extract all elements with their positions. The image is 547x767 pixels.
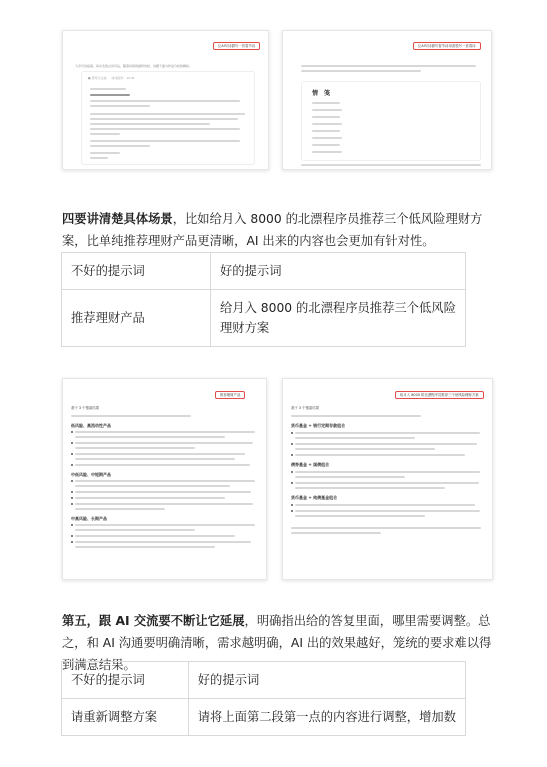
table-header-good: 好的提示词: [188, 662, 465, 699]
search-chip: 基于 3 个搜索结果: [71, 406, 100, 410]
prompt-tag: 给月入 8000 的北漂程序员推荐三个低风险理财方案: [395, 391, 484, 399]
section-4-paragraph: [62, 208, 492, 252]
section-4-heading: 四要讲清楚具体场景: [62, 212, 173, 226]
comparison-table-4: [61, 252, 466, 347]
answer-card: ● 思考已完成 · · 诗词创作 · 12:31: [81, 71, 255, 165]
prompt-tag: 让AI写诗描写春节诗用喜悦写一首春诗: [413, 42, 481, 50]
table-cell-good: 请将上面第二段第一点的内容进行调整，增加数: [188, 699, 465, 736]
table-header-bad: 不好的提示词: [62, 253, 211, 290]
screenshot-poem-emotion: [282, 30, 492, 170]
table-cell-good: 给月入 8000 的北漂程序员推荐三个低风险理财方案: [211, 290, 466, 347]
table-cell-bad: 请重新调整方案: [62, 699, 189, 736]
section-5-text: ，明确指出给的答复里面，哪里需要调整。总之，和 AI 沟通要明确清晰，需求越明确，AI 出的效果越好，笼统的要求难以得到满意结果。: [62, 614, 492, 672]
search-chip: 基于 3 个搜索结果: [291, 406, 320, 410]
comparison-table-5: [61, 661, 466, 736]
table-header-bad: 不好的提示词: [62, 662, 189, 699]
section-5-heading: 第五，跟 AI 交流要不断让它延展: [62, 614, 245, 628]
table-header-good: 好的提示词: [211, 253, 466, 290]
screenshot-poem-basic: [62, 30, 269, 170]
answer-intro: 大众写诗指南，每出名的古诗写法，随着时间的推移赏析，诗题下面为作品分析的解析。: [75, 64, 193, 68]
section-4-text: ，比如给月入 8000 的北漂程序员推荐三个低风险理财方案，比单纯推荐理财产品更清晰，AI 出来的内容也会更加有针对性。: [62, 212, 483, 248]
screenshot-finance-basic: 推荐理财产品 基于 3 个搜索结果 低风险、高流动性产品 中低风险、中短期产品 中高风险、长期产品: [62, 378, 267, 580]
prompt-tag: 让AI写诗描写一首春节诗: [213, 42, 260, 50]
screenshot-finance-specific: 给月入 8000 的北漂程序员推荐三个低风险理财方案 基于 3 个搜索结果 货币基金 + 银行定期存款组合 债券基金 + 国债组合 货币基金 + 纯债基金组合: [282, 378, 493, 580]
prompt-tag: 推荐理财产品: [215, 391, 245, 399]
table-cell-bad: 推荐理财产品: [62, 290, 211, 347]
answer-card: 情 笺: [301, 81, 481, 161]
